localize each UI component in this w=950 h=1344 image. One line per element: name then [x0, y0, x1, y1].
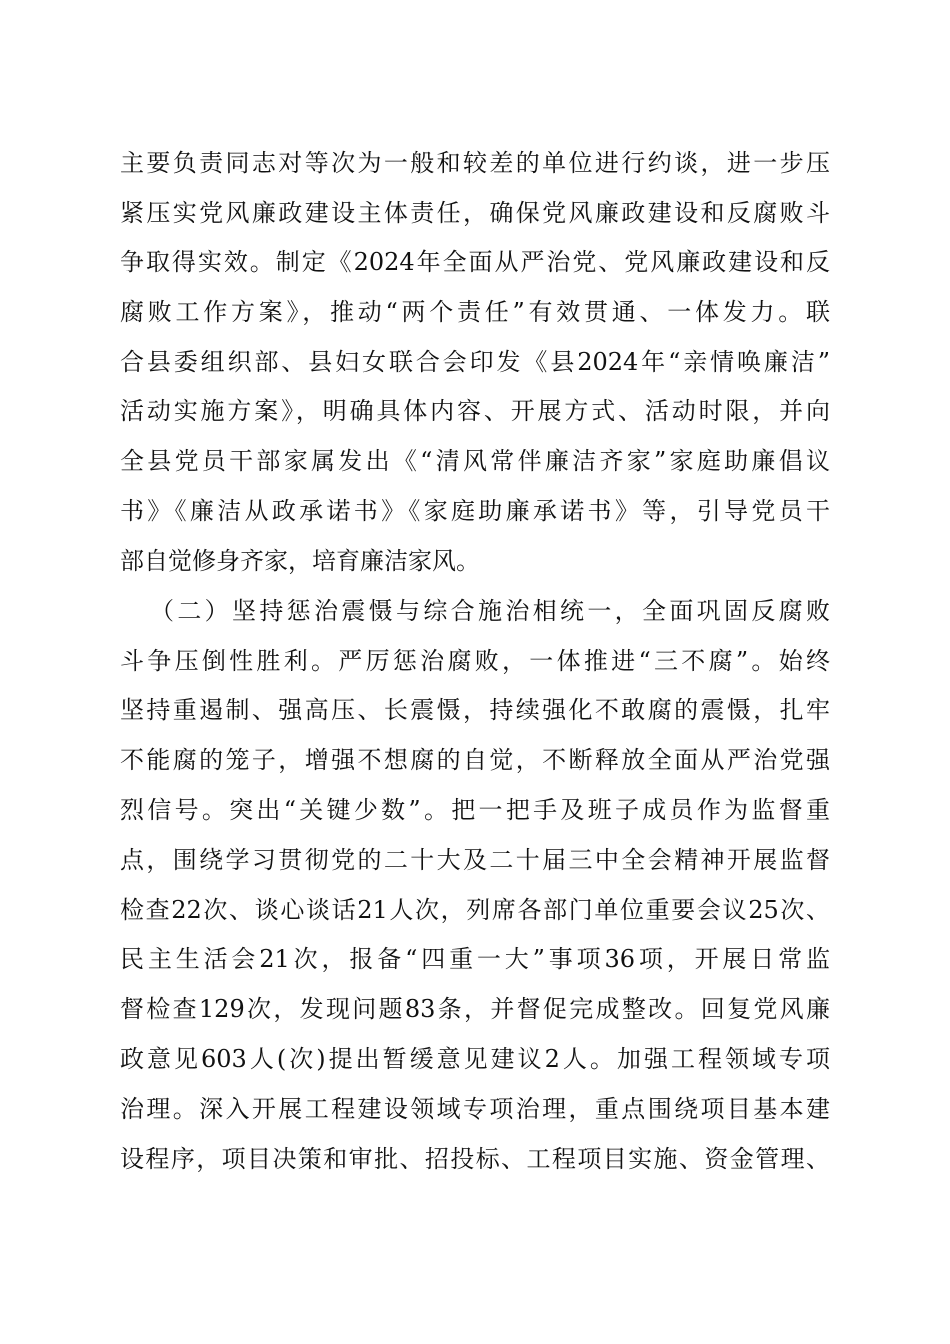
- text-line: 全县党员干部家属发出《“清风常伴廉洁齐家”家庭助廉倡议: [120, 447, 830, 475]
- text-line: 斗争压倒性胜利。严厉惩治腐败，一体推进“三不腐”。始终: [120, 647, 830, 675]
- text-line: 督检查129次，发现问题83条，并督促完成整改。回复党风廉: [120, 995, 830, 1023]
- text-line: 主要负责同志对等次为一般和较差的单位进行约谈，进一步压: [120, 149, 830, 177]
- section-heading-line: （二）坚持惩治震慑与综合施治相统一，全面巩固反腐败: [150, 597, 830, 625]
- text-line: 治理。深入开展工程建设领域专项治理，重点围绕项目基本建: [120, 1095, 830, 1123]
- text-line: 检查22次、谈心谈话21人次，列席各部门单位重要会议25次、: [120, 896, 830, 924]
- text-line: 书》《廉洁从政承诺书》《家庭助廉承诺书》等，引导党员干: [120, 497, 830, 525]
- text-line: 腐败工作方案》，推动“两个责任”有效贯通、一体发力。联: [120, 298, 830, 326]
- text-line: 合县委组织部、县妇女联合会印发《县2024年“亲情唤廉洁”: [120, 348, 830, 376]
- text-line: 活动实施方案》，明确具体内容、开展方式、活动时限，并向: [120, 397, 830, 425]
- text-line: 坚持重遏制、强高压、长震慑，持续强化不敢腐的震慑，扎牢: [120, 696, 830, 724]
- text-line: 争取得实效。制定《2024年全面从严治党、党风廉政建设和反: [120, 248, 830, 276]
- text-line: 点，围绕学习贯彻党的二十大及二十届三中全会精神开展监督: [120, 846, 830, 874]
- text-line: 政意见603人(次)提出暂缓意见建议2人。加强工程领域专项: [120, 1045, 830, 1073]
- text-line: 部自觉修身齐家，培育廉洁家风。: [120, 547, 480, 575]
- text-line: 不能腐的笼子，增强不想腐的自觉，不断释放全面从严治党强: [120, 746, 830, 774]
- text-line: 紧压实党风廉政建设主体责任，确保党风廉政建设和反腐败斗: [120, 199, 830, 227]
- text-line: 设程序，项目决策和审批、招投标、工程项目实施、资金管理、: [120, 1145, 830, 1173]
- text-line: 民主生活会21次，报备“四重一大”事项36项，开展日常监: [120, 945, 830, 973]
- text-line: 烈信号。突出“关键少数”。把一把手及班子成员作为监督重: [120, 796, 830, 824]
